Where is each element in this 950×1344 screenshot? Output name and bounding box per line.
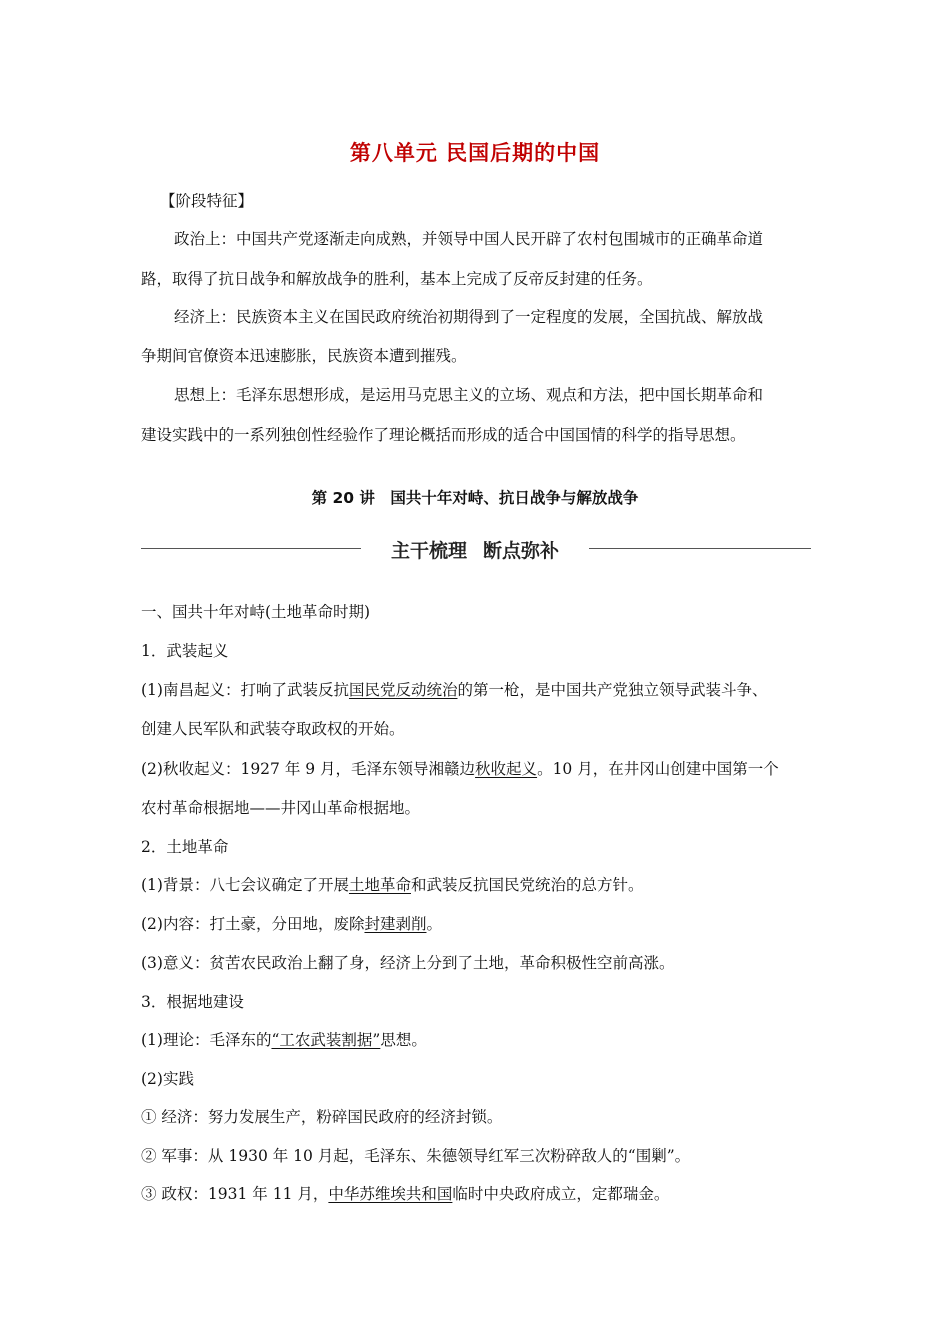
section-banner	[0, 536, 950, 563]
section2-heading: 2．土地革命	[141, 838, 229, 856]
stage-politics-line2: 路，取得了抗日战争和解放战争的胜利，基本上完成了反帝反封建的任务。	[141, 270, 653, 288]
underlined-term: 封建剥削	[364, 915, 427, 933]
stage-economy-line1: 经济上：民族资本主义在国民政府统治初期得到了一定程度的发展，全国抗战、解放战	[174, 308, 764, 326]
section3-heading: 3．根据地建设	[141, 993, 244, 1011]
underlined-term: 土地革命	[348, 876, 411, 894]
unit-title: 第八单元 民国后期的中国	[349, 141, 601, 165]
lecture-title: 第 20 讲 国共十年对峙、抗日战争与解放战争	[311, 489, 639, 507]
nanchang-uprising-line2: 创建人民军队和武装夺取政权的开始。	[141, 720, 405, 738]
underlined-term: 秋收起义	[475, 760, 538, 778]
stage-thought-line2: 建设实践中的一系列独创性经验作了理论概括而形成的适合中国国情的科学的指导思想。	[141, 426, 746, 444]
section-banner-right: 断点弥补	[483, 540, 560, 562]
autumn-harvest-line2: 农村革命根据地——井冈山革命根据地。	[141, 799, 421, 817]
practice-military: ② 军事：从 1930 年 10 月起，毛泽东、朱德领导红军三次粉碎敌人的“围剿”。	[141, 1147, 691, 1165]
underlined-term: “工农武装割据”	[271, 1031, 381, 1049]
practice-economy: ① 经济：努力发展生产，粉碎国民政府的经济封锁。	[141, 1108, 503, 1126]
part1-heading: 一、国共十年对峙(土地革命时期)	[141, 603, 371, 621]
nanchang-uprising-line1: (1)南昌起义：打响了武装反抗国民党反动统治的第一枪，是中国共产党独立领导武装斗争、	[141, 681, 768, 699]
underlined-term: 国民党反动统治	[348, 681, 458, 699]
land-revolution-content: (2)内容：打土豪，分田地，废除封建剥削。	[141, 915, 442, 933]
stage-economy-line2: 争期间官僚资本迅速膨胀，民族资本遭到摧残。	[141, 347, 467, 365]
section-banner-left: 主干梳理	[390, 540, 467, 562]
base-theory: (1)理论：毛泽东的“工农武装割据”思想。	[141, 1031, 427, 1049]
land-revolution-significance: (3)意义：贫苦农民政治上翻了身，经济上分到了土地，革命积极性空前高涨。	[141, 954, 675, 972]
autumn-harvest-line1: (2)秋收起义：1927 年 9 月，毛泽东领导湘赣边秋收起义。10 月，在井冈山创建中国第一个	[141, 760, 779, 778]
practice-government: ③ 政权：1931 年 11 月，中华苏维埃共和国临时中央政府成立，定都瑞金。	[141, 1185, 670, 1203]
stage-heading: 【阶段特征】	[160, 192, 254, 210]
section1-heading: 1．武装起义	[141, 642, 229, 660]
base-practice-heading: (2)实践	[141, 1070, 194, 1088]
underlined-term: 中华苏维埃共和国	[328, 1185, 453, 1203]
stage-politics-line1: 政治上：中国共产党逐渐走向成熟，并领导中国人民开辟了农村包围城市的正确革命道	[174, 230, 764, 248]
land-revolution-background: (1)背景：八七会议确定了开展土地革命和武装反抗国民党统治的总方针。	[141, 876, 644, 894]
stage-thought-line1: 思想上：毛泽东思想形成，是运用马克思主义的立场、观点和方法，把中国长期革命和	[174, 386, 764, 404]
